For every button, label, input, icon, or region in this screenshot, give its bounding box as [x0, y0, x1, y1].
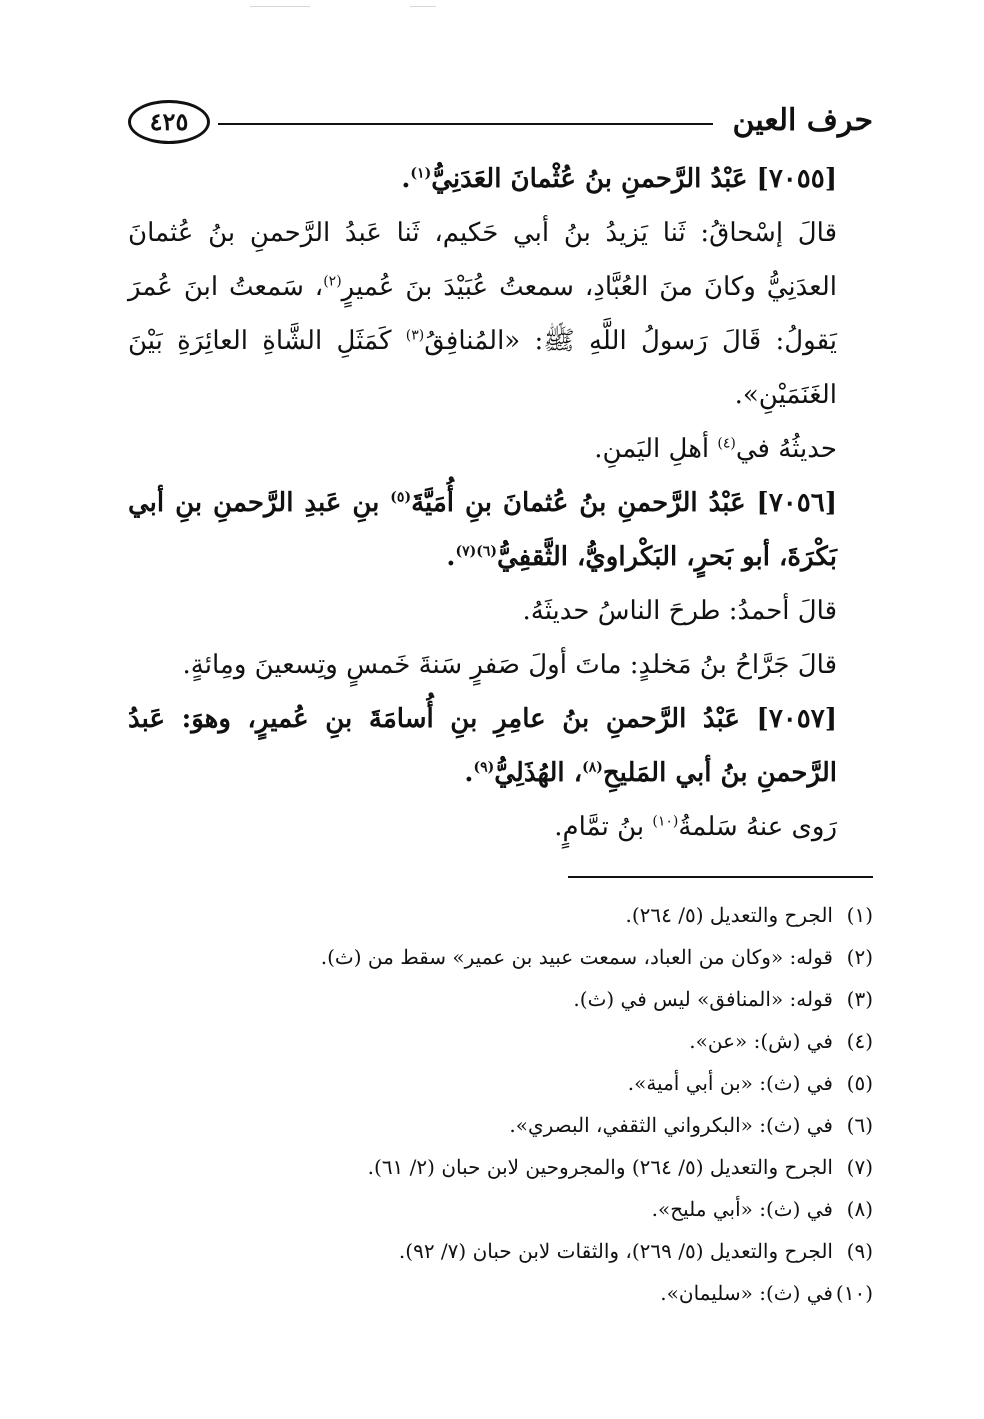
- main-text: [128, 152, 873, 854]
- footnote-text: الجرح والتعديل (٥/ ٢٦٤) والمجروحين لابن حبان (٢/ ٦١).: [367, 1155, 833, 1179]
- footnote-text: في (ث): «أبي مليح».: [651, 1197, 833, 1221]
- footnote-item: [200, 1146, 873, 1188]
- body-text: بنُ تمَّامٍ.: [554, 812, 653, 842]
- footnote-number: (٨): [846, 1197, 873, 1221]
- body-text: ، سَمعتُ ابنَ عُمرَ يَقولُ: قَالَ رَسولُ اللَّهِ ﷺ: «المُنافِقُ: [128, 272, 837, 356]
- entry-note-7055: [128, 422, 873, 476]
- footnote-item: [200, 1104, 873, 1146]
- footnote-text: في (ش): «عن».: [689, 1029, 833, 1053]
- footnote-ref: (١٠): [652, 813, 679, 830]
- entry-heading-end: .: [446, 542, 456, 572]
- footnote-text: في (ث): «البكرواني الثقفي، البصري».: [509, 1113, 833, 1137]
- running-head: حرف العين: [732, 103, 873, 138]
- footnote-item: [200, 894, 873, 936]
- footnote-ref: (٣): [405, 327, 425, 344]
- entry-heading-7057: [128, 692, 873, 800]
- footnote-ref: (٤): [717, 435, 736, 452]
- footnote-item: [200, 978, 873, 1020]
- footnote-number: (١٠): [835, 1281, 873, 1305]
- entry-line-7057: [128, 800, 873, 854]
- footnote-text: قوله: «المنافق» ليس في (ث).: [573, 987, 833, 1011]
- footnote-number: (١): [846, 903, 873, 927]
- footnote-ref: (٩): [473, 759, 495, 776]
- footnote-text: في (ث): «سليمان».: [660, 1281, 833, 1305]
- footnotes: [200, 894, 873, 1314]
- footnote-text: في (ث): «بن أبي أمية».: [627, 1071, 833, 1095]
- footnote-ref: (٢): [323, 273, 342, 290]
- page-header: [128, 96, 873, 146]
- footnote-number: (٧): [846, 1155, 873, 1179]
- page-number: ٤٢٥: [128, 100, 210, 144]
- entry-heading-7056: [128, 476, 873, 584]
- body-text: قالَ إسْحاقُ: ثَنا يَزيدُ بنُ أبي حَكيم، ثَنا عَبدُ الرَّحمنِ بنُ عُثمانَ العدَنِيُّ وكانَ منَ العُبَّادِ، سمعتُ عُبَيْدَ بنَ عُميرٍ: [128, 218, 837, 302]
- entry-body-7055: [128, 206, 873, 422]
- entry-heading-text: [٧٠٥٧] عَبْدُ الرَّحمنِ بنُ عامِرِ بنِ أُسامَةَ بنِ عُميرٍ، وهوَ: عَبدُ الرَّحمنِ بنُ أبي المَليحِ: [128, 704, 837, 788]
- entry-heading-text: ، الهُذَلِيُّ: [494, 758, 583, 788]
- entry-heading-7055: [128, 152, 873, 206]
- entry-heading-text: بنِ عَبدِ الرَّحمنِ بنِ أبي بَكْرَةَ، أبو بَحرٍ، البَكْراويُّ، الثَّقفِيُّ: [128, 488, 837, 572]
- footnote-number: (٤): [846, 1029, 873, 1053]
- footnote-item: [200, 1188, 873, 1230]
- footnote-number: (٣): [846, 987, 873, 1011]
- footnote-item: [200, 936, 873, 978]
- body-text: حديثُهُ في: [735, 434, 837, 464]
- entry-heading-text: [٧٠٥٥] عَبْدُ الرَّحمنِ بنُ عُثْمانَ العَدَنِيُّ: [431, 164, 837, 194]
- footnote-number: (٥): [846, 1071, 873, 1095]
- footnote-text: قوله: «وكان من العباد، سمعت عبيد بن عمير» سقط من (ث).: [320, 945, 833, 969]
- footnote-item: [200, 1272, 873, 1314]
- footnote-item: [200, 1062, 873, 1104]
- footnote-item: [200, 1230, 873, 1272]
- entry-heading-end: .: [401, 164, 411, 194]
- hadith-text: كَمَثَلِ الشَّاةِ العائِرَةِ بَيْنَ الغَنَمَيْنِ».: [128, 326, 837, 410]
- entry-heading-end: .: [464, 758, 474, 788]
- entry-line-7056-a: قالَ أحمدُ: طرحَ الناسُ حديثَهُ.: [522, 596, 837, 626]
- footnote-ref: (٨): [582, 759, 603, 776]
- footnote-item: [200, 1020, 873, 1062]
- scan-artifact-line: [410, 6, 436, 7]
- entry-heading-text: [٧٠٥٦] عَبْدُ الرَّحمنِ بنُ عُثمانَ بنِ أُمَيَّةَ: [411, 488, 837, 518]
- footnote-text: الجرح والتعديل (٥/ ٢٦٩)، والثقات لابن حبان (٧/ ٩٢).: [398, 1239, 833, 1263]
- entry-line-7056-b: قالَ جَرَّاحُ بنُ مَخلدٍ: ماتَ أولَ صَفرٍ سَنةَ خَمسٍ وتِسعينَ ومِائةٍ.: [182, 650, 837, 680]
- footnote-text: الجرح والتعديل (٥/ ٢٦٤).: [625, 903, 833, 927]
- footnote-rule: [568, 876, 873, 878]
- footnote-ref: (٦)(٧): [455, 543, 497, 560]
- footnote-ref: (١): [410, 165, 432, 182]
- body-text: أهلِ اليَمنِ.: [594, 434, 718, 464]
- body-text: رَوى عنهُ سَلمةُ: [678, 812, 837, 842]
- scan-artifact-line: [250, 6, 310, 7]
- footnote-ref: (٥): [390, 489, 412, 506]
- footnote-number: (٢): [846, 945, 873, 969]
- footnote-number: (٩): [846, 1239, 873, 1263]
- header-rule: [218, 123, 713, 125]
- footnote-number: (٦): [846, 1113, 873, 1137]
